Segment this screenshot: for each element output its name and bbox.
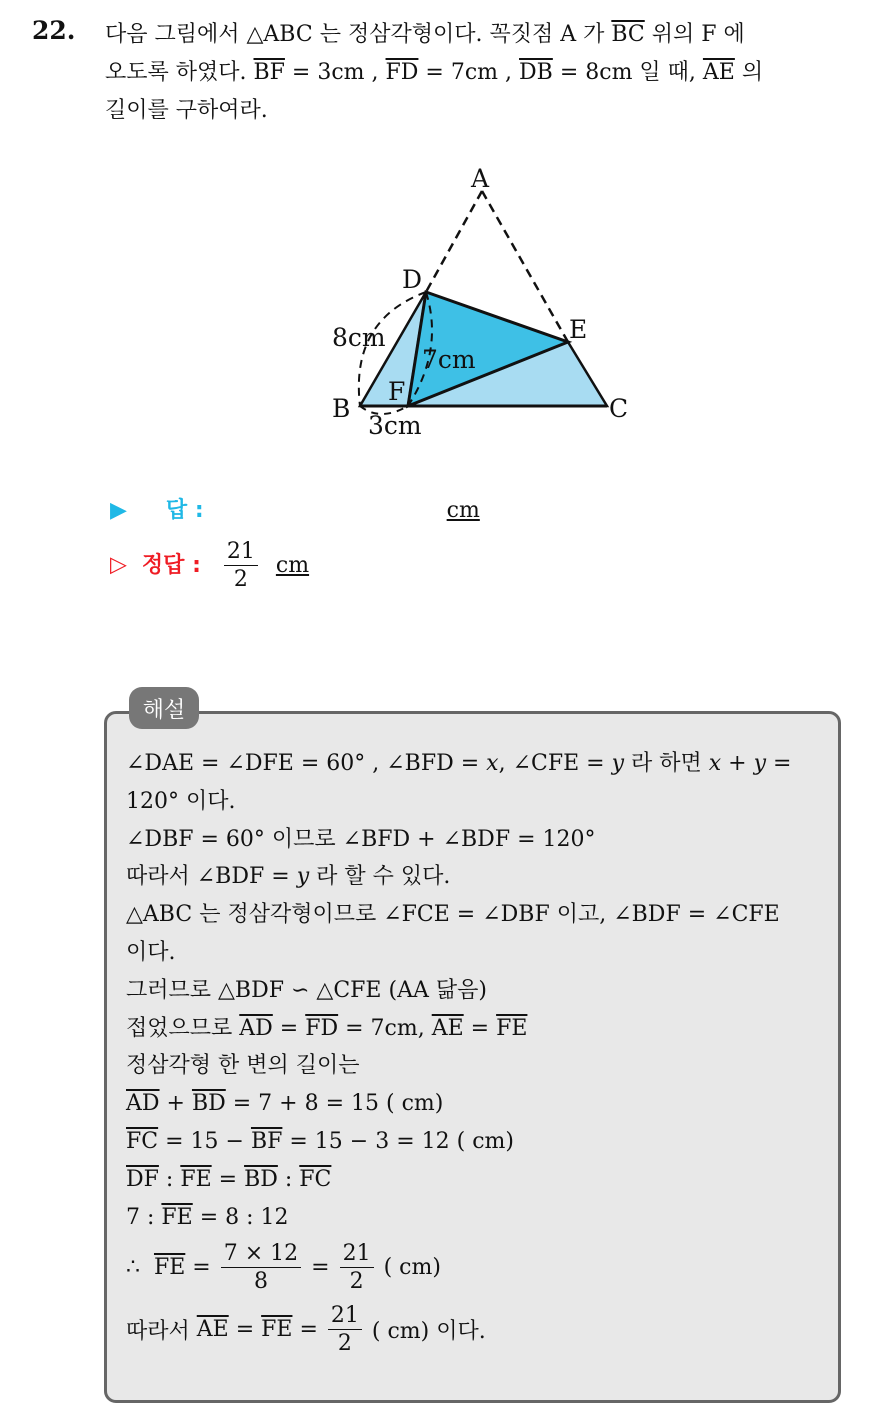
variable: y bbox=[296, 864, 310, 890]
explanation-line bbox=[126, 1161, 831, 1199]
label-c: C bbox=[609, 394, 629, 423]
solution-fraction bbox=[224, 540, 258, 591]
answer-unit: cm bbox=[446, 498, 480, 523]
segment-overline: $\overline{BC}$ bbox=[611, 22, 645, 47]
segment-overline: $\overline{DF}$ bbox=[126, 1166, 159, 1192]
question-line bbox=[105, 54, 865, 92]
text-segment: 위의 F 에 bbox=[644, 22, 745, 47]
answer-marker-icon: ▶ bbox=[110, 498, 127, 523]
variable: y bbox=[611, 751, 625, 776]
variable: x bbox=[486, 751, 499, 776]
fraction-numerator: 21 bbox=[328, 1304, 362, 1330]
explanation-line bbox=[126, 1236, 831, 1298]
question-line bbox=[105, 16, 865, 54]
text-segment: = bbox=[766, 751, 792, 776]
segment-overline: $\overline{DB}$ bbox=[519, 60, 553, 85]
text-segment: = bbox=[185, 1254, 218, 1280]
fraction bbox=[221, 1242, 301, 1293]
label-7cm: 7cm bbox=[422, 345, 476, 374]
text-segment: 따라서 bbox=[126, 1318, 197, 1344]
triangle-diagram bbox=[320, 160, 650, 445]
explanation-line bbox=[126, 896, 831, 934]
explanation-line bbox=[126, 1123, 831, 1161]
text-segment: ∴ bbox=[126, 1254, 154, 1280]
explanation-line bbox=[126, 1010, 831, 1048]
segment-overline: $\overline{AE}$ bbox=[196, 1316, 229, 1342]
segment-overline: $\overline{FC}$ bbox=[126, 1128, 159, 1154]
text-segment: 오도록 하였다. bbox=[105, 60, 254, 85]
solution-row bbox=[110, 540, 309, 591]
explanation-body bbox=[126, 745, 831, 1360]
text-segment: = 15 − 3 = 12 ( cm) bbox=[282, 1128, 514, 1154]
fraction-denominator: 2 bbox=[349, 1268, 364, 1294]
label-3cm: 3cm bbox=[368, 411, 422, 440]
text-segment: = bbox=[228, 1316, 262, 1342]
text-segment: : bbox=[158, 1166, 181, 1192]
variable: x bbox=[708, 751, 722, 776]
segment-overline: $\overline{AD}$ bbox=[126, 1091, 160, 1117]
explanation-line bbox=[126, 745, 831, 783]
fraction-denominator: 8 bbox=[253, 1268, 268, 1294]
text-segment: , ∠CFE = bbox=[498, 751, 612, 776]
text-segment: ∠DAE = ∠DFE = 60° , ∠BFD = bbox=[126, 751, 487, 776]
label-a: A bbox=[471, 164, 490, 193]
solution-marker-icon: ▷ bbox=[110, 552, 127, 578]
text-segment: 이다. bbox=[126, 939, 176, 965]
text-segment: + bbox=[721, 751, 754, 776]
text-segment: 라 할 수 있다. bbox=[309, 864, 451, 890]
text-segment: 길이를 구하여라. bbox=[105, 98, 268, 123]
text-segment: ∠DBF = 60° 이므로 ∠BFD + ∠BDF = 120° bbox=[126, 826, 596, 852]
fraction bbox=[340, 1242, 374, 1293]
segment-overline: $\overline{FE}$ bbox=[180, 1166, 212, 1192]
explanation-line bbox=[126, 972, 831, 1010]
text-segment: = bbox=[463, 1015, 497, 1041]
label-f: F bbox=[388, 377, 406, 406]
text-segment: ( cm) bbox=[376, 1254, 441, 1280]
text-segment: 접었으므로 bbox=[126, 1015, 240, 1041]
explanation-tab: 해설 bbox=[129, 687, 199, 729]
text-segment: = bbox=[304, 1254, 337, 1280]
text-segment: = 8 : 12 bbox=[192, 1204, 289, 1230]
text-segment: = 15 − bbox=[158, 1128, 251, 1154]
segment-overline: $\overline{BF}$ bbox=[250, 1128, 283, 1154]
explanation-line bbox=[126, 1199, 831, 1237]
text-segment: ( cm) 이다. bbox=[364, 1318, 486, 1344]
question-text bbox=[105, 16, 865, 130]
segment-overline: $\overline{FD}$ bbox=[385, 60, 419, 85]
solution-label: 정답 : bbox=[141, 552, 201, 578]
label-b: B bbox=[332, 394, 351, 423]
text-segment: = 7cm , bbox=[418, 60, 520, 85]
fraction-denominator: 2 bbox=[337, 1330, 352, 1356]
label-8cm: 8cm bbox=[332, 323, 386, 352]
segment-overline: $\overline{BD}$ bbox=[244, 1166, 278, 1192]
segment-overline: $\overline{BD}$ bbox=[191, 1091, 226, 1117]
solution-numerator: 21 bbox=[224, 540, 258, 566]
text-segment: + bbox=[159, 1091, 192, 1117]
fraction bbox=[328, 1304, 362, 1355]
text-segment: = bbox=[292, 1316, 325, 1342]
variable: y bbox=[753, 751, 767, 776]
segment-overline: $\overline{FE}$ bbox=[261, 1316, 293, 1342]
question-number: 22. bbox=[32, 16, 76, 45]
explanation-line bbox=[126, 821, 831, 859]
text-segment: 라 하면 bbox=[624, 751, 709, 776]
fold-ad bbox=[426, 191, 482, 292]
question-line bbox=[105, 92, 865, 130]
text-segment: = bbox=[211, 1166, 245, 1192]
segment-overline: $\overline{FE}$ bbox=[153, 1254, 186, 1280]
segment-overline: $\overline{AE}$ bbox=[702, 60, 735, 85]
fraction-numerator: 21 bbox=[340, 1242, 374, 1268]
segment-overline: $\overline{BF}$ bbox=[253, 60, 285, 85]
text-segment: = 3cm , bbox=[284, 60, 386, 85]
text-segment: 그러므로 △BDF ∽ △CFE (AA 닮음) bbox=[126, 977, 487, 1003]
segment-overline: $\overline{FE}$ bbox=[496, 1015, 528, 1041]
segment-overline: $\overline{AD}$ bbox=[239, 1015, 273, 1041]
solution-unit: cm bbox=[275, 552, 310, 578]
fraction-numerator: 7 × 12 bbox=[221, 1242, 301, 1268]
text-segment: 의 bbox=[734, 60, 764, 85]
text-segment: 다음 그림에서 △ABC 는 정삼각형이다. 꼭짓점 A 가 bbox=[105, 22, 612, 47]
text-segment: = 7 + 8 = 15 ( cm) bbox=[225, 1091, 444, 1117]
text-segment: 정삼각형 한 변의 길이는 bbox=[126, 1053, 360, 1079]
explanation-line bbox=[126, 1047, 831, 1085]
text-segment: = bbox=[272, 1015, 306, 1041]
label-e: E bbox=[569, 315, 588, 344]
segment-overline: $\overline{AE}$ bbox=[431, 1015, 464, 1041]
text-segment: : bbox=[277, 1166, 300, 1192]
text-segment: = 8cm 일 때, bbox=[552, 60, 703, 85]
text-segment: 7 : bbox=[126, 1204, 162, 1230]
answer-row bbox=[110, 493, 480, 524]
explanation-line bbox=[126, 1085, 831, 1123]
explanation-line bbox=[126, 783, 831, 821]
explanation-line bbox=[126, 934, 831, 972]
segment-overline: $\overline{FC}$ bbox=[299, 1166, 332, 1192]
segment-overline: $\overline{FD}$ bbox=[305, 1015, 339, 1041]
text-segment: = 7cm, bbox=[338, 1015, 432, 1041]
solution-denominator: 2 bbox=[233, 567, 248, 593]
answer-label: 답 : bbox=[165, 498, 204, 523]
label-d: D bbox=[402, 265, 423, 294]
text-segment: △ABC 는 정삼각형이므로 ∠FCE = ∠DBF 이고, ∠BDF = ∠CFE bbox=[126, 902, 780, 928]
segment-overline: $\overline{FE}$ bbox=[161, 1204, 193, 1230]
text-segment: 120° 이다. bbox=[126, 788, 236, 814]
explanation-line bbox=[126, 1298, 831, 1360]
text-segment: 따라서 ∠BDF = bbox=[126, 864, 297, 890]
explanation-line bbox=[126, 858, 831, 896]
